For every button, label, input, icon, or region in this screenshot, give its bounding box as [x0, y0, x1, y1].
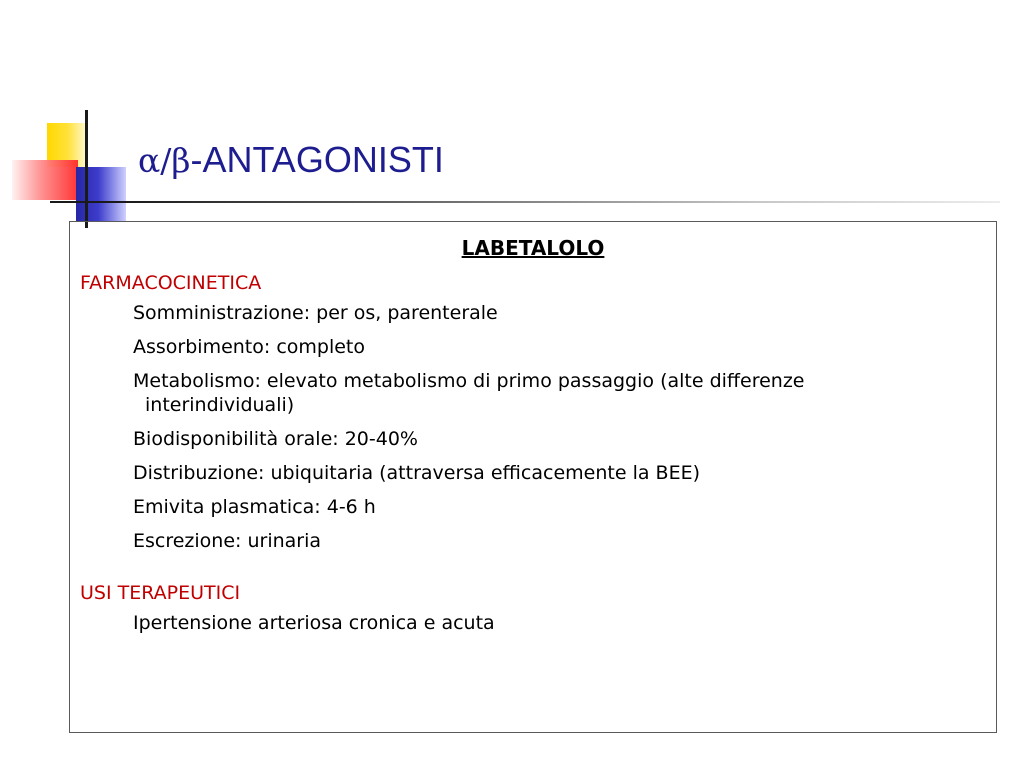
section-heading-pharmacokinetics: FARMACOCINETICA: [80, 272, 262, 294]
content-box: [69, 221, 997, 733]
list-item: Escrezione: urinaria: [133, 530, 322, 552]
title-underline-rule: [50, 201, 1000, 203]
list-item: Assorbimento: completo: [133, 336, 366, 358]
slide-title-text: -ANTAGONISTI: [190, 139, 444, 180]
slide-title: [138, 138, 444, 183]
list-item: Metabolismo: elevato metabolismo di primo passaggio (alte differenze interindividuali): [133, 370, 805, 416]
therapeutic-uses-list: [70, 611, 996, 635]
list-item: Somministrazione: per os, parenterale: [133, 302, 498, 324]
pharmacokinetics-list: [70, 301, 996, 553]
decorative-blue-square: [76, 167, 126, 222]
decorative-vertical-rule: [85, 110, 88, 228]
drug-name: LABETALOLO: [461, 236, 605, 260]
slide-title-greek: α/β: [138, 141, 191, 180]
section-heading-therapeutic-uses: USI TERAPEUTICI: [80, 582, 241, 604]
list-item: Biodisponibilità orale: 20-40%: [133, 428, 418, 450]
list-item: Distribuzione: ubiquitaria (attraversa efficacemente la BEE): [133, 462, 700, 484]
list-item: Ipertensione arteriosa cronica e acuta: [133, 612, 495, 634]
decorative-red-square: [12, 160, 78, 200]
list-item: Emivita plasmatica: 4-6 h: [133, 496, 376, 518]
